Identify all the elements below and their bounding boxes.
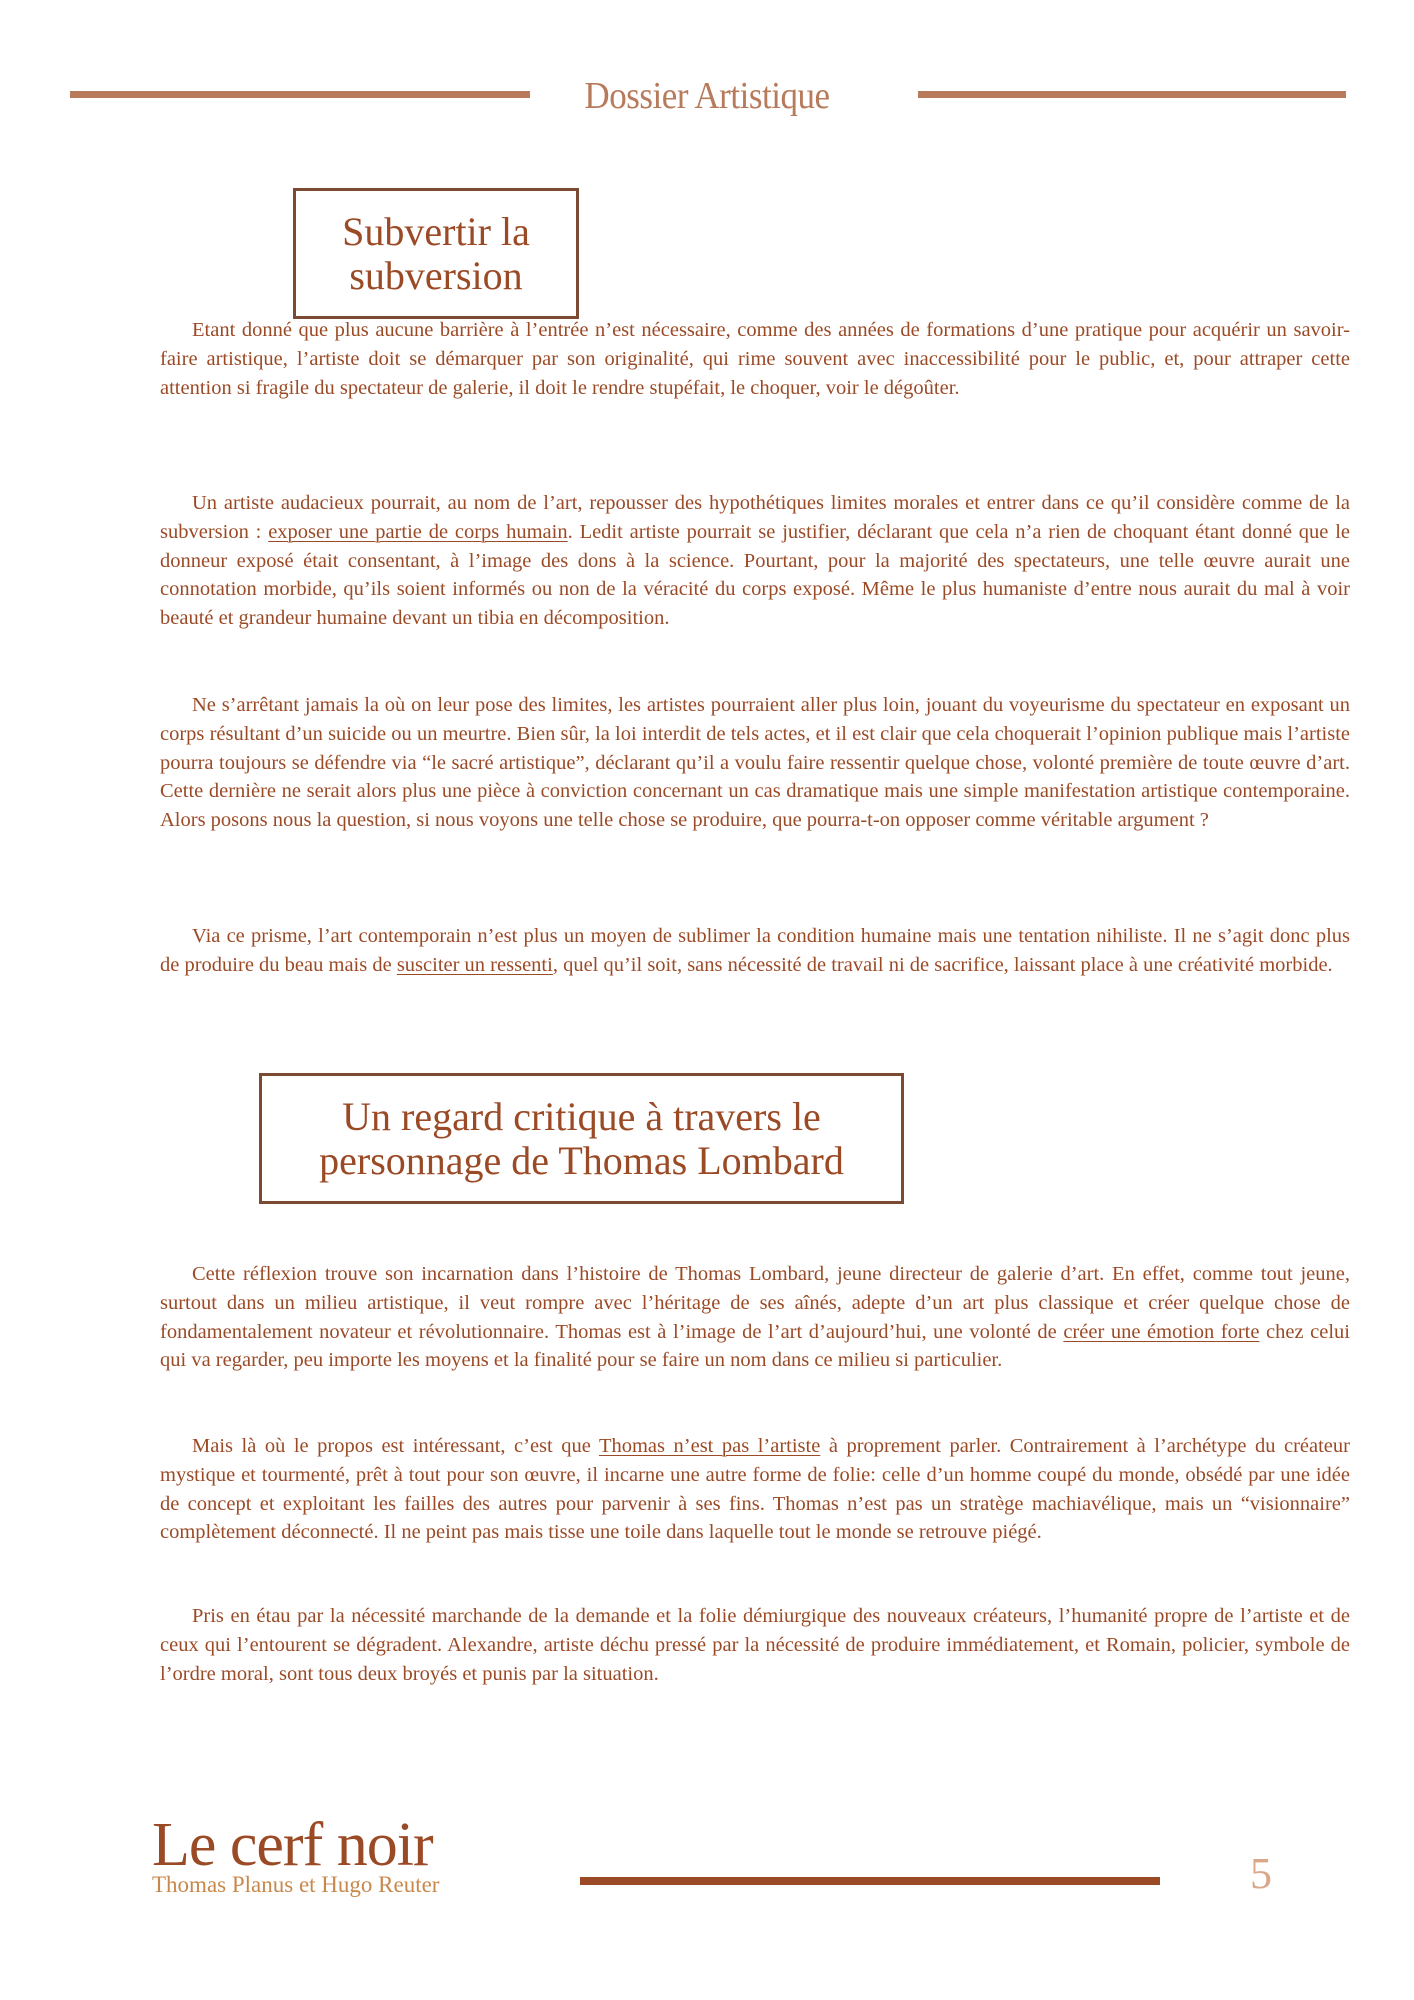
document-header-title: Dossier Artistique: [584, 75, 830, 117]
section-heading: [319, 1095, 844, 1183]
section-heading: [342, 210, 530, 298]
section-heading-line: subversion: [349, 252, 523, 298]
paragraph: [160, 489, 1350, 633]
paragraph: [160, 1260, 1350, 1375]
underlined-emphasis: Thomas n’est pas l’artiste: [598, 1435, 821, 1457]
header-rule-right: [918, 91, 1346, 98]
paragraph-text: Un artiste audacieux pourrait, au nom de l’art, repousser des hypothétiques limites morales et entrer dans ce qu’il considère comme de la subversion :: [160, 492, 1350, 543]
paragraph-text: Pris en étau par la nécessité marchande de la demande et la folie démiurgique des nouveaux créateurs, l’humanité propre de l’artiste et de ceux qui l’entourent se dégradent. Alexandre, artiste déchu pressé par la nécessité de produire immédiatement, et Romain, policier, symbole de l’ordre moral, sont tous deux broyés et punis par la situation.: [160, 1605, 1350, 1685]
paragraph: [160, 316, 1350, 402]
section-heading-box: [293, 188, 579, 319]
underlined-emphasis: exposer une partie de corps humain: [268, 520, 568, 543]
paragraph-text: Etant donné que plus aucune barrière à l’entrée n’est nécessaire, comme des années de formations d’une pratique pour acquérir un savoir-faire artistique, l’artiste doit se démarquer par son originalité, qui rime souvent avec inaccessibilité pour le public, et, pour attraper cette attention si fragile du spectateur de galerie, il doit le rendre stupéfait, le choquer, voir le dégoûter.: [160, 319, 1350, 399]
section-heading-box: [259, 1073, 904, 1204]
paragraph: [160, 922, 1350, 980]
paragraph-text: Mais là où le propos est intéressant, c’est que: [192, 1435, 599, 1457]
section-heading-line: personnage de Thomas Lombard: [319, 1137, 844, 1183]
brand-logo-text: Le cerf noir: [152, 1811, 433, 1879]
page-number: 5: [1250, 1849, 1272, 1898]
section-heading-line: Un regard critique à travers le: [342, 1093, 821, 1139]
paragraph: [160, 1432, 1350, 1547]
underlined-emphasis: créer une émotion forte: [1063, 1320, 1260, 1343]
underlined-emphasis: susciter un ressenti: [396, 953, 553, 976]
paragraph-text: . Ledit artiste pourrait se justifier, déclarant que cela n’a rien de choquant étant donné que le donneur exposé était consentant, à l’image des dons à la science. Pourtant, pour la majorité des spectateurs, une telle œuvre aurait une connotation morbide, qu’ils soient informés ou non de la véracité du corps exposé. Même le plus humaniste d’entre nous aurait du mal à voir beauté et grandeur humaine devant un tibia en décomposition.: [160, 520, 1350, 630]
paragraph-text: chez celui qui va regarder, peu importe les moyens et la finalité pour se faire un nom dans ce milieu si particulier.: [160, 1320, 1350, 1372]
paragraph-text: à proprement parler. Contrairement à l’archétype du créateur mystique et tourmenté, prêt à tout pour son œuvre, il incarne une autre forme de folie: celle d’un homme coupé du monde, obsédé par une idée de concept et exploitant les failles des autres pour parvenir à ses fins. Thomas n’est pas un stratège machiavélique, mais un “visionnaire” complètement déconnecté. Il ne peint pas mais tisse une toile dans laquelle tout le monde se retrouve piégé.: [160, 1435, 1350, 1544]
authors-credit: Thomas Planus et Hugo Reuter: [152, 1872, 440, 1897]
paragraph-text: Ne s’arrêtant jamais la où on leur pose des limites, les artistes pourraient aller plus loin, jouant du voyeurisme du spectateur en exposant un corps résultant d’un suicide ou un meurtre. Bien sûr, la loi interdit de tels actes, et il est clair que cela choquerait l’opinion publique mais l’artiste pourra toujours se défendre via “le sacré artistique”, déclarant qu’il a voulu faire ressentir quelque chose, volonté première de toute œuvre d’art. Cette dernière ne serait alors plus une pièce à conviction concernant un cas dramatique mais une simple manifestation artistique contemporaine. Alors posons nous la question, si nous voyons une telle chose se produire, que pourra-t-on opposer comme véritable argument ?: [160, 694, 1350, 832]
paragraph-text: Via ce prisme, l’art contemporain n’est plus un moyen de sublimer la condition humaine mais une tentation nihiliste. Il ne s’agit donc plus de produire du beau mais de: [160, 925, 1350, 976]
paragraph-text: , quel qu’il soit, sans nécessité de travail ni de sacrifice, laissant place à une créativité morbide.: [552, 953, 1333, 976]
paragraph: [160, 1602, 1350, 1688]
section-heading-line: Subvertir la: [342, 208, 530, 254]
paragraph-text: Cette réflexion trouve son incarnation dans l’histoire de Thomas Lombard, jeune directeur de galerie d’art. En effet, comme tout jeune, surtout dans un milieu artistique, il veut rompre avec l’héritage de ses aînés, adepte d’un art plus classique et créer quelque chose de fondamentalement novateur et révolutionnaire. Thomas est à l’image de l’art d’aujourd’hui, une volonté de: [160, 1263, 1350, 1343]
paragraph: [160, 691, 1350, 835]
footer-rule: [580, 1877, 1160, 1885]
